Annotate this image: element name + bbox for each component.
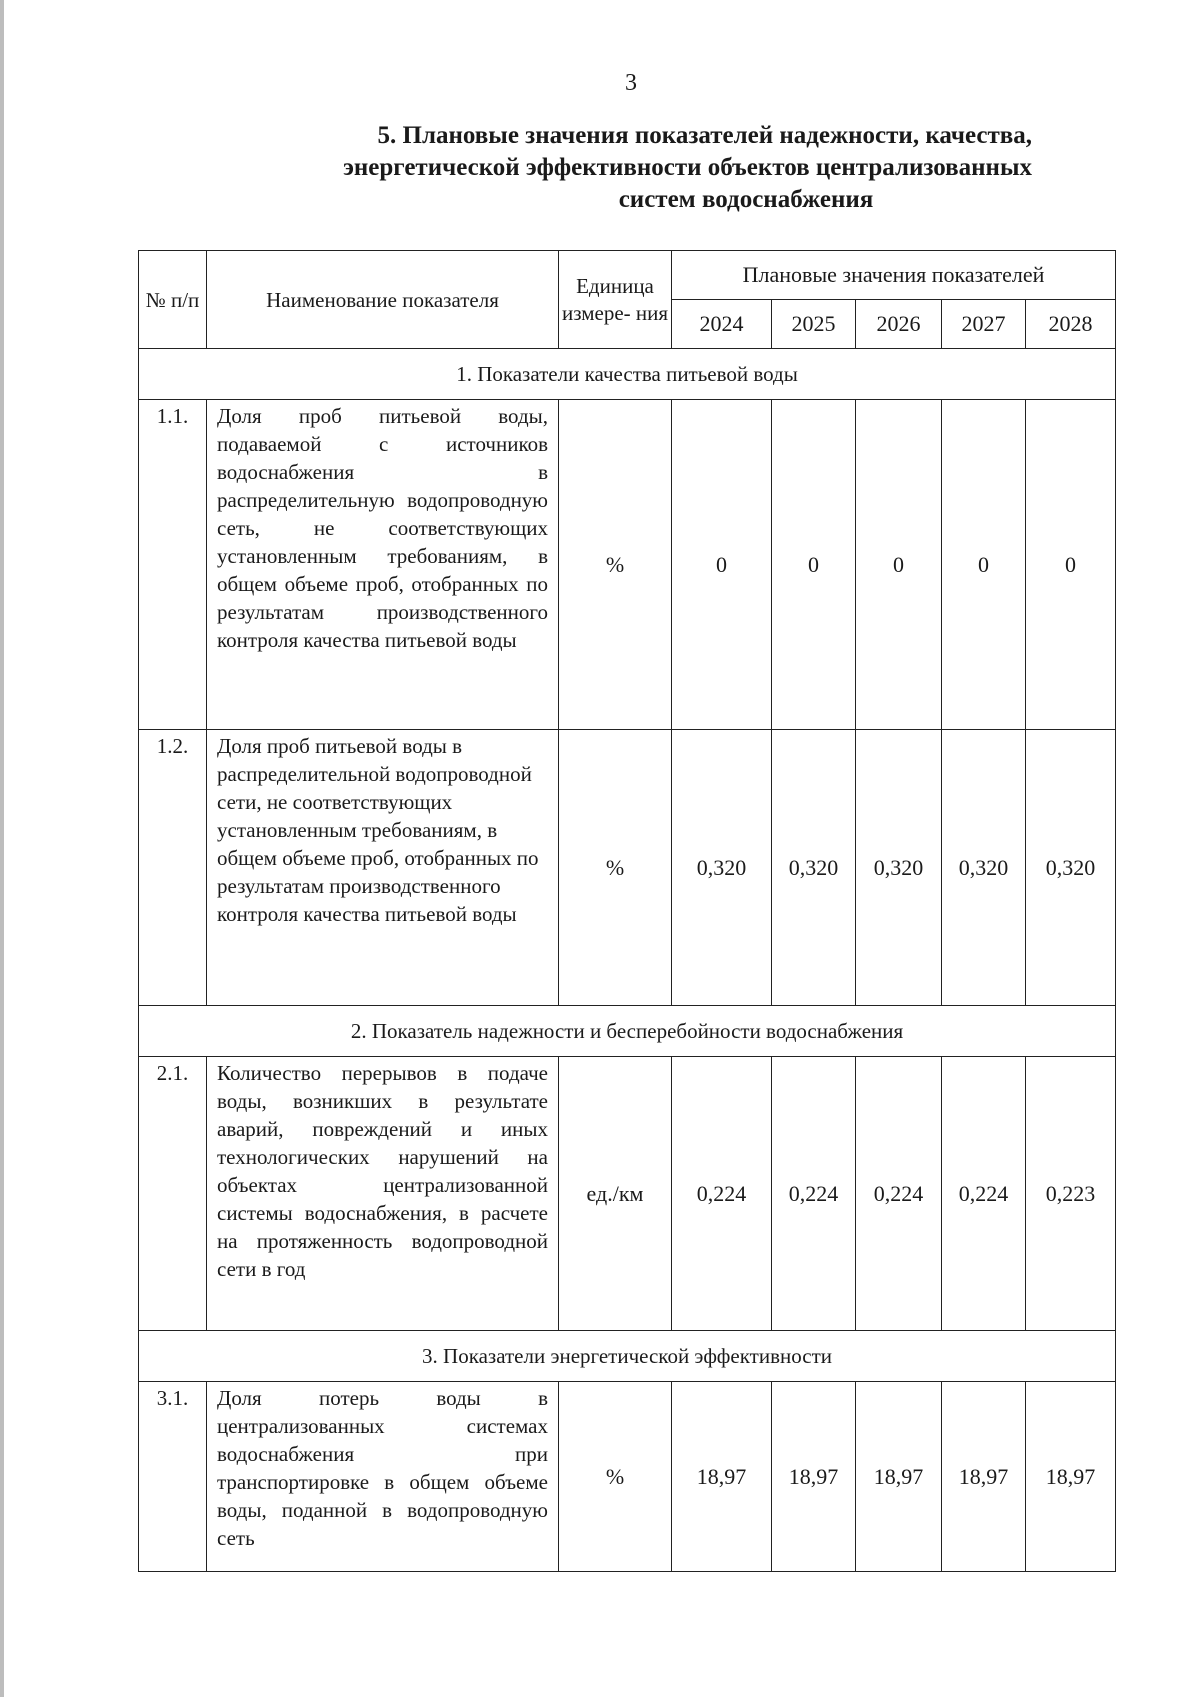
value-cell: 0,224	[942, 1057, 1026, 1331]
header-name: Наименование показателя	[207, 251, 559, 349]
section-title: 2. Показатель надежности и бесперебойности водоснабжения	[139, 1006, 1116, 1057]
value-cell: 18,97	[856, 1382, 942, 1572]
unit-cell: ед./км	[559, 1057, 672, 1331]
row-number: 1.2.	[139, 730, 207, 1006]
value-cell: 0,223	[1026, 1057, 1116, 1331]
title-line-2: энергетической эффективности объектов централизованных	[343, 154, 1032, 181]
value-cell: 18,97	[942, 1382, 1026, 1572]
value-cell: 0	[856, 400, 942, 730]
table-row	[139, 1057, 1116, 1331]
table-row	[139, 730, 1116, 1006]
unit-cell: %	[559, 730, 672, 1006]
indicator-name: Доля проб питьевой воды в распределительной водопроводной сети, не соответствующих установленным требованиям, в общем объеме проб, отобранных по результатам производственного контроля качества питьевой воды	[207, 730, 559, 1006]
header-unit: Единица измере- ния	[559, 251, 672, 349]
title-line-3: систем водоснабжения	[618, 186, 874, 213]
value-cell: 0,224	[672, 1057, 772, 1331]
section-title: 3. Показатели энергетической эффективности	[139, 1331, 1116, 1382]
value-cell: 18,97	[1026, 1382, 1116, 1572]
header-year: 2026	[856, 300, 942, 349]
header-year: 2025	[772, 300, 856, 349]
table-row	[139, 1382, 1116, 1572]
value-cell: 0,224	[856, 1057, 942, 1331]
value-cell: 18,97	[672, 1382, 772, 1572]
row-number: 2.1.	[139, 1057, 207, 1331]
section-row	[139, 1006, 1116, 1057]
page-edge	[0, 0, 4, 1697]
unit-cell: %	[559, 400, 672, 730]
value-cell: 0,320	[856, 730, 942, 1006]
value-cell: 0,320	[942, 730, 1026, 1006]
section-row	[139, 349, 1116, 400]
unit-cell: %	[559, 1382, 672, 1572]
indicator-name: Количество перерывов в подаче воды, возникших в результате аварий, повреждений и иных технологических нарушений на объектах централизованной системы водоснабжения, в расчете на протяженность водопроводной сети в год	[207, 1057, 559, 1331]
page-number: 3	[625, 70, 637, 96]
header-year: 2024	[672, 300, 772, 349]
indicators-table	[138, 250, 1116, 1572]
header-year: 2027	[942, 300, 1026, 349]
document-title	[230, 120, 1032, 216]
row-number: 3.1.	[139, 1382, 207, 1572]
value-cell: 0,320	[672, 730, 772, 1006]
value-cell: 0,320	[772, 730, 856, 1006]
table-row	[139, 400, 1116, 730]
value-cell: 0,224	[772, 1057, 856, 1331]
indicator-name: Доля потерь воды в централизованных системах водоснабжения при транспортировке в общем объеме воды, поданной в водопроводную сеть	[207, 1382, 559, 1572]
value-cell: 0	[672, 400, 772, 730]
header-num: № п/п	[139, 251, 207, 349]
header-year: 2028	[1026, 300, 1116, 349]
value-cell: 18,97	[772, 1382, 856, 1572]
value-cell: 0	[1026, 400, 1116, 730]
value-cell: 0	[772, 400, 856, 730]
header-plan-values: Плановые значения показателей	[672, 251, 1116, 300]
value-cell: 0,320	[1026, 730, 1116, 1006]
value-cell: 0	[942, 400, 1026, 730]
section-title: 1. Показатели качества питьевой воды	[139, 349, 1116, 400]
indicator-name: Доля проб питьевой воды, подаваемой с источников водоснабжения в распределительную водопроводную сеть, не соответствующих установленным требованиям, в общем объеме проб, отобранных по результатам производственного контроля качества питьевой воды	[207, 400, 559, 730]
section-row	[139, 1331, 1116, 1382]
title-line-1: 5. Плановые значения показателей надежности, качества,	[377, 122, 1032, 149]
row-number: 1.1.	[139, 400, 207, 730]
